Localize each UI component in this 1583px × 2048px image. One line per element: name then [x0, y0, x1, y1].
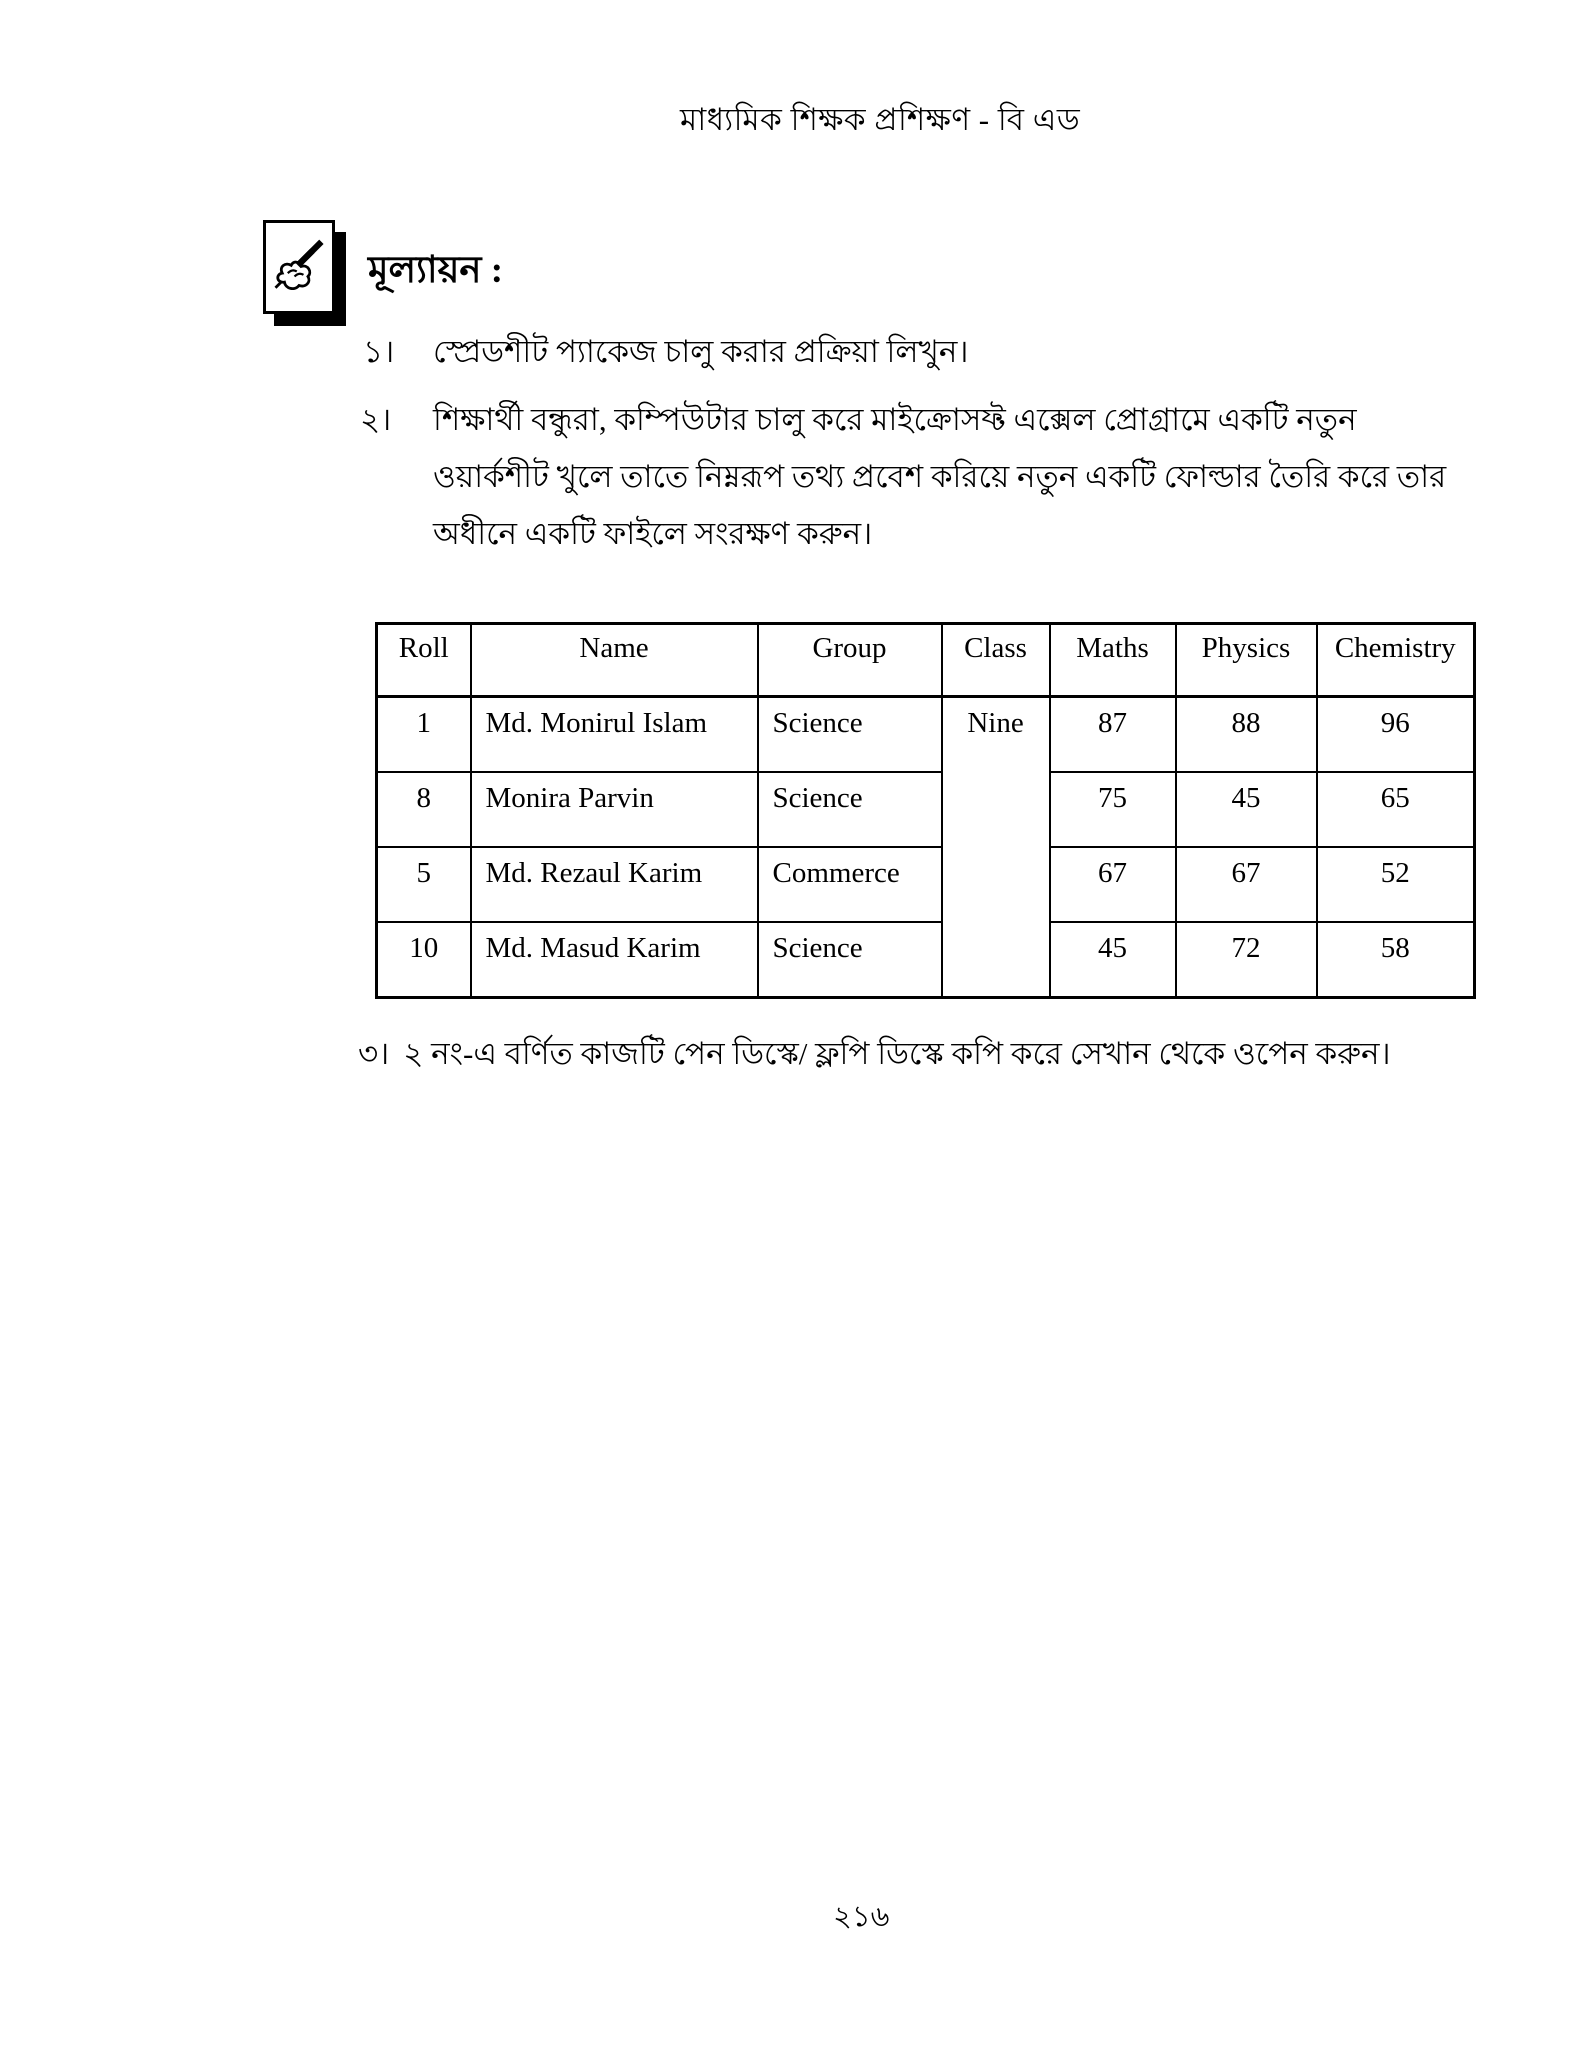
evaluation-heading: মূল্যায়ন : [368, 250, 504, 291]
list-item-3-text: ২ নং-এ বর্ণিত কাজটি পেন ডিস্কে/ ফ্লপি ডিস্কে কপি করে সেখান থেকে ওপেন করুন। [403, 1036, 1391, 1071]
group-cell: Commerce [758, 847, 942, 922]
column-header-physics: Physics [1176, 624, 1317, 697]
list-item-2-line-3: অধীনে একটি ফাইলে সংরক্ষণ করুন। [433, 516, 873, 551]
maths-cell: 75 [1050, 772, 1176, 847]
chemistry-cell: 65 [1317, 772, 1475, 847]
page-number: ২১৬ [833, 1901, 890, 1933]
physics-cell: 67 [1176, 847, 1317, 922]
roll-cell: 5 [377, 847, 471, 922]
column-header-group: Group [758, 624, 942, 697]
list-item-3-number: ৩। [358, 1036, 390, 1071]
evaluation-icon-box [263, 220, 335, 314]
group-cell: Science [758, 697, 942, 773]
list-item-1-text: স্প্রেডশীট প্যাকেজ চালু করার প্রক্রিয়া লিখুন। [433, 334, 969, 369]
chemistry-cell: 96 [1317, 697, 1475, 773]
column-header-class: Class [942, 624, 1050, 697]
column-header-chemistry: Chemistry [1317, 624, 1475, 697]
maths-cell: 87 [1050, 697, 1176, 773]
list-item-2-number: ২। [360, 402, 392, 437]
physics-cell: 45 [1176, 772, 1317, 847]
name-cell: Md. Masud Karim [471, 922, 758, 998]
maths-cell: 67 [1050, 847, 1176, 922]
writing-hand-icon [271, 229, 327, 305]
student-marks-table [375, 622, 1476, 999]
table-row [377, 697, 1475, 773]
chemistry-cell: 58 [1317, 922, 1475, 998]
group-cell: Science [758, 922, 942, 998]
group-cell: Science [758, 772, 942, 847]
chemistry-cell: 52 [1317, 847, 1475, 922]
list-item-2-line-1: শিক্ষার্থী বন্ধুরা, কম্পিউটার চালু করে মাইক্রোসফ্ট এক্সেল প্রোগ্রামে একটি নতুন [433, 402, 1357, 437]
maths-cell: 45 [1050, 922, 1176, 998]
column-header-maths: Maths [1050, 624, 1176, 697]
list-item-1-number: ১। [363, 334, 395, 369]
list-item-2-line-2: ওয়ার্কশীট খুলে তাতে নিম্নরূপ তথ্য প্রবেশ করিয়ে নতুন একটি ফোল্ডার তৈরি করে তার [433, 459, 1447, 494]
column-header-roll: Roll [377, 624, 471, 697]
physics-cell: 72 [1176, 922, 1317, 998]
list-item-3 [358, 1030, 1391, 1082]
table-header-row [377, 624, 1475, 697]
physics-cell: 88 [1176, 697, 1317, 773]
roll-cell: 8 [377, 772, 471, 847]
name-cell: Md. Rezaul Karim [471, 847, 758, 922]
roll-cell: 1 [377, 697, 471, 773]
column-header-name: Name [471, 624, 758, 697]
roll-cell: 10 [377, 922, 471, 998]
running-header-title: মাধ্যমিক শিক্ষক প্রশিক্ষণ - বি এড [680, 102, 1081, 137]
table-row [377, 922, 1475, 998]
table-row [377, 847, 1475, 922]
name-cell: Monira Parvin [471, 772, 758, 847]
class-cell-merged: Nine [942, 697, 1050, 998]
name-cell: Md. Monirul Islam [471, 697, 758, 773]
table-row [377, 772, 1475, 847]
